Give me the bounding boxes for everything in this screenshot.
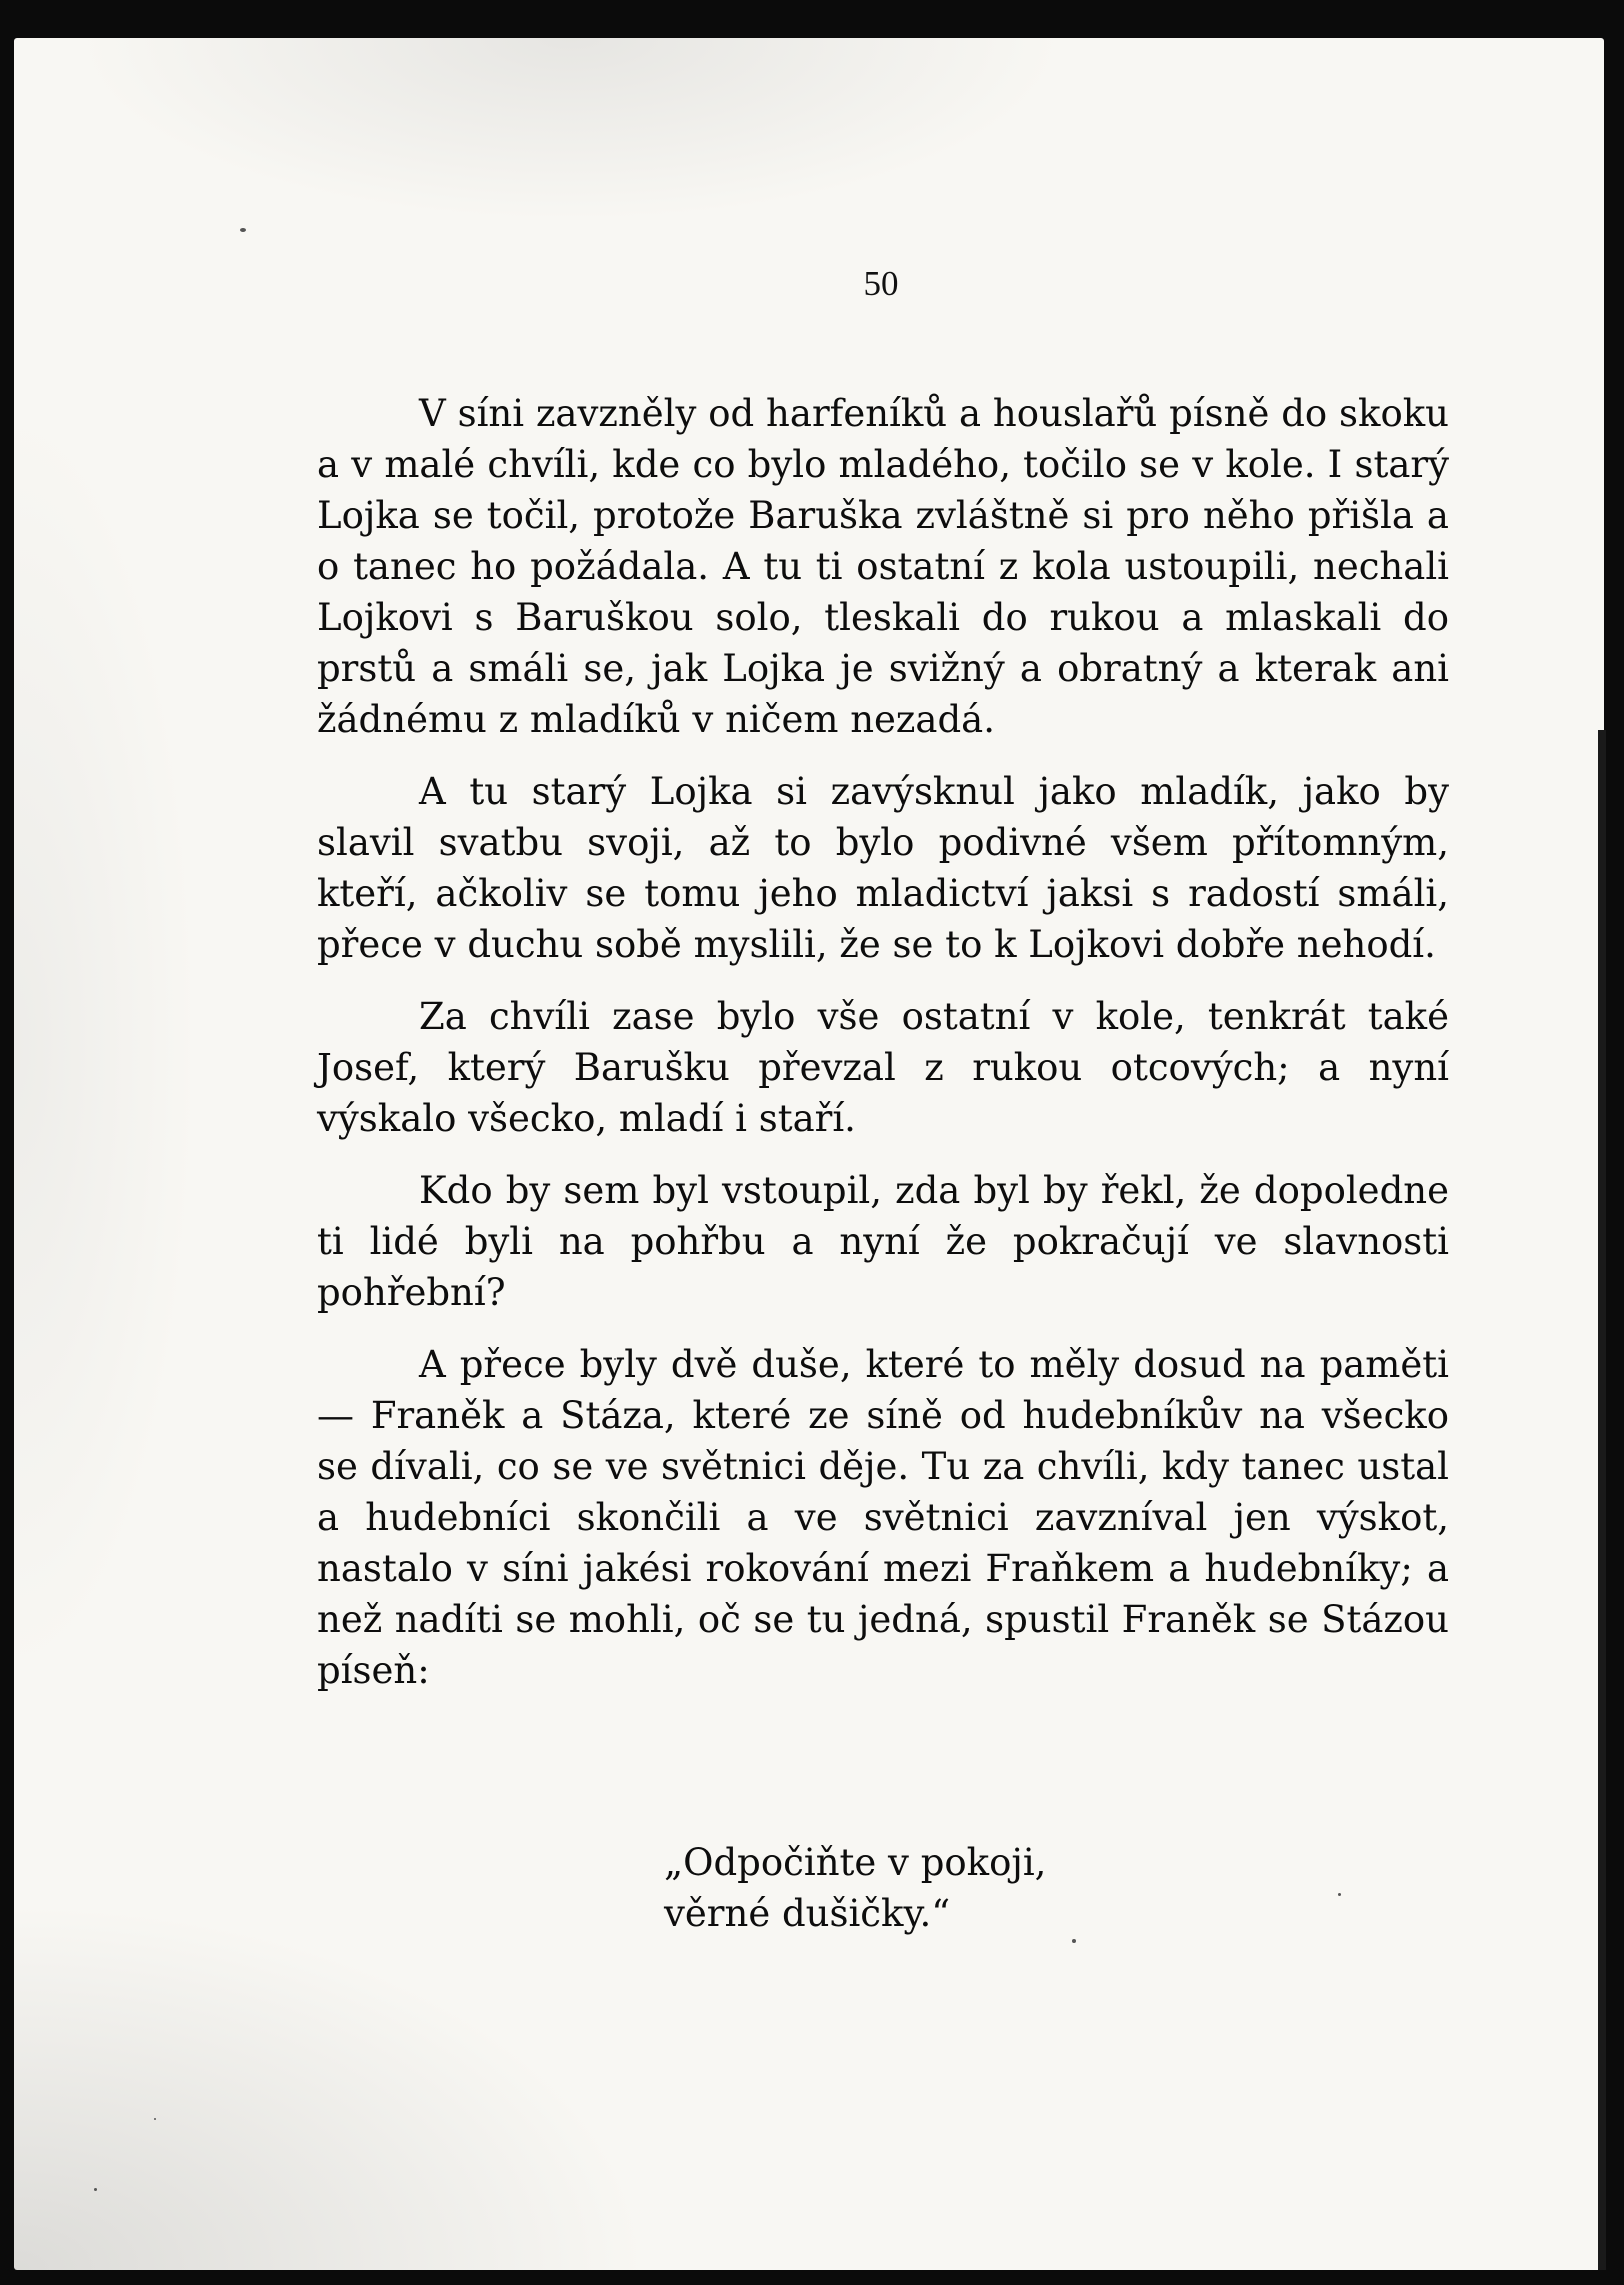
paragraph-2: A tu starý Lojka si zavýsknul jako mladík, jako by slavil svatbu svoji, až to bylo podivné všem přítomným, kteří, ačkoliv se tomu jeho mladictví jaksi s radostí smáli, přece v duchu sobě myslili, že se to k Lojkovi dobře nehodí.	[317, 770, 1449, 966]
verse-line-1: „Odpočiňte v pokoji,	[664, 1841, 1047, 1884]
paragraph-5: A přece byly dvě duše, které to měly dosud na paměti — Franěk a Stáza, které ze síně od hudebníkův na všecko se dívali, co se ve světnici děje. Tu za chvíli, kdy tanec ustal a hudebníci skončili a ve světnici zavzníval jen výskot, nastalo v síni jakési rokování mezi Fraňkem a hudebníky; a než nadíti se mohli, oč se tu jedná, spustil Franěk se Stázou píseň:	[317, 1343, 1449, 1692]
paragraph-3: Za chvíli zase bylo vše ostatní v kole, tenkrát také Josef, který Barušku převzal z rukou otcových; a nyní výskalo všecko, mladí i staří.	[317, 995, 1449, 1140]
song-verse	[664, 1837, 1046, 1939]
verse-line-2: věrné dušičky.“	[664, 1892, 951, 1935]
page-number: 50	[863, 264, 899, 303]
paragraph-4: Kdo by sem byl vstoupil, zda byl by řekl, že dopoledne ti lidé byli na pohřbu a nyní že pokračují ve slavnosti pohřební?	[317, 1169, 1449, 1314]
paragraph-1: V síni zavzněly od harfeníků a houslařů písně do skoku a v malé chvíli, kde co bylo mladého, točilo se v kole. I starý Lojka se točil, protože Baruška zvláštně si pro něho přišla a o tanec ho požádala. A tu ti ostatní z kola ustoupili, nechali Lojkovi s Baruškou solo, tleskali do rukou a mlaskali do prstů a smáli se, jak Lojka je svižný a obratný a kterak ani žádnému z mladíků v ničem nezadá.	[317, 392, 1449, 741]
page-edge-shadow	[1598, 730, 1606, 2270]
body-text	[317, 388, 1449, 1717]
